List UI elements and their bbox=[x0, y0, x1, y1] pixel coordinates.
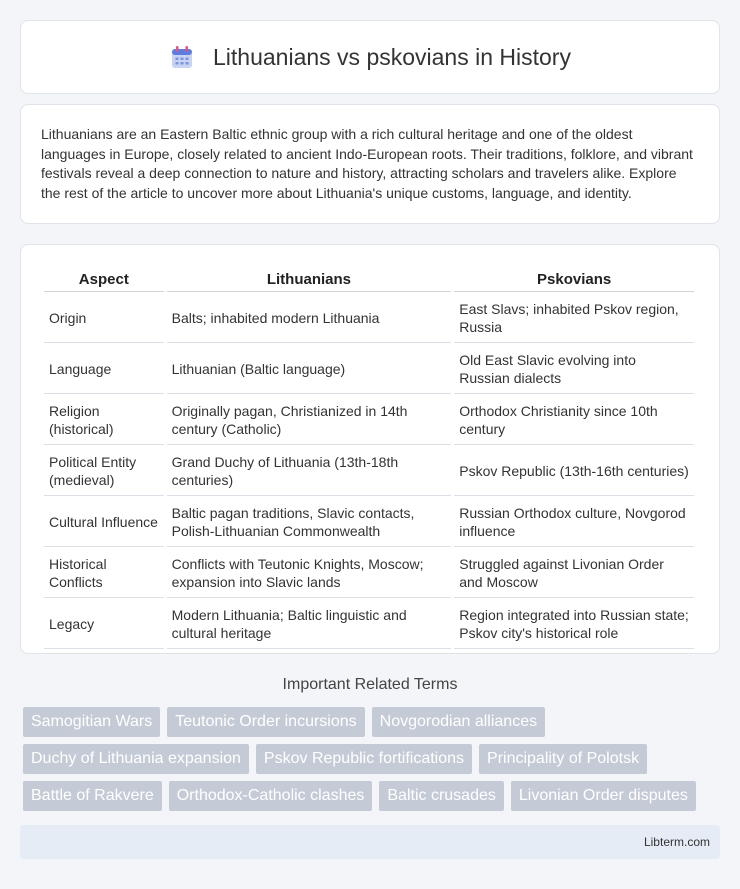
related-term-tag[interactable]: Novgorodian alliances bbox=[372, 707, 545, 737]
header-card bbox=[20, 20, 720, 94]
comparison-card bbox=[20, 244, 720, 654]
related-term-tag[interactable]: Duchy of Lithuania expansion bbox=[23, 744, 249, 774]
tag-row bbox=[23, 707, 723, 737]
related-term-tag[interactable]: Livonian Order disputes bbox=[511, 781, 696, 811]
related-term-tag[interactable]: Battle of Rakvere bbox=[23, 781, 162, 811]
table-header-row bbox=[44, 267, 694, 292]
table-row bbox=[44, 498, 694, 547]
comparison-table bbox=[41, 265, 697, 651]
related-term-tag[interactable]: Orthodox-Catholic clashes bbox=[169, 781, 373, 811]
cell-lithuanians: Originally pagan, Christianized in 14th century (Catholic) bbox=[167, 396, 452, 445]
cell-pskovians: East Slavs; inhabited Pskov region, Russia bbox=[454, 294, 694, 343]
header-pskovians: Pskovians bbox=[454, 267, 694, 292]
cell-lithuanians: Conflicts with Teutonic Knights, Moscow; expansion into Slavic lands bbox=[167, 549, 452, 598]
table-row bbox=[44, 447, 694, 496]
cell-lithuanians: Lithuanian (Baltic language) bbox=[167, 345, 452, 394]
table-row bbox=[44, 396, 694, 445]
footer bbox=[20, 825, 720, 859]
related-terms-list bbox=[23, 707, 723, 818]
tag-row bbox=[23, 744, 723, 774]
header-aspect: Aspect bbox=[44, 267, 164, 292]
cell-aspect: Religion (historical) bbox=[44, 396, 164, 445]
table-row bbox=[44, 549, 694, 598]
cell-lithuanians: Grand Duchy of Lithuania (13th-18th centuries) bbox=[167, 447, 452, 496]
cell-pskovians: Old East Slavic evolving into Russian dialects bbox=[454, 345, 694, 394]
header-lithuanians: Lithuanians bbox=[167, 267, 452, 292]
intro-card bbox=[20, 104, 720, 224]
cell-pskovians: Region integrated into Russian state; Pskov city's historical role bbox=[454, 600, 694, 649]
table-row bbox=[44, 294, 694, 343]
table-row bbox=[44, 600, 694, 649]
cell-pskovians: Struggled against Livonian Order and Moscow bbox=[454, 549, 694, 598]
cell-aspect: Cultural Influence bbox=[44, 498, 164, 547]
cell-pskovians: Russian Orthodox culture, Novgorod influence bbox=[454, 498, 694, 547]
cell-aspect: Origin bbox=[44, 294, 164, 343]
cell-lithuanians: Balts; inhabited modern Lithuania bbox=[167, 294, 452, 343]
cell-pskovians: Orthodox Christianity since 10th century bbox=[454, 396, 694, 445]
related-term-tag[interactable]: Principality of Polotsk bbox=[479, 744, 647, 774]
related-terms-title: Important Related Terms bbox=[282, 676, 458, 693]
related-term-tag[interactable]: Samogitian Wars bbox=[23, 707, 160, 737]
intro-text: Lithuanians are an Eastern Baltic ethnic group with a rich cultural heritage and one of the oldest languages in Europe, closely related to ancient Indo-European roots. Their traditions, folklore, and vibrant festivals reveal a deep connection to nature and history, attracting scholars and travelers alike. Explore the rest of the article to uncover more about Lithuania's unique customs, language, and identity. bbox=[41, 126, 693, 201]
related-term-tag[interactable]: Baltic crusades bbox=[379, 781, 504, 811]
related-term-tag[interactable]: Teutonic Order incursions bbox=[167, 707, 364, 737]
cell-aspect: Political Entity (medieval) bbox=[44, 447, 164, 496]
footer-site-link[interactable]: Libterm.com bbox=[643, 835, 710, 849]
cell-aspect: Legacy bbox=[44, 600, 164, 649]
cell-aspect: Language bbox=[44, 345, 164, 394]
cell-lithuanians: Modern Lithuania; Baltic linguistic and cultural heritage bbox=[167, 600, 452, 649]
table-row bbox=[44, 345, 694, 394]
cell-aspect: Historical Conflicts bbox=[44, 549, 164, 598]
cell-pskovians: Pskov Republic (13th-16th centuries) bbox=[454, 447, 694, 496]
calendar-icon bbox=[169, 44, 195, 70]
page-title: Lithuanians vs pskovians in History bbox=[213, 43, 571, 70]
related-term-tag[interactable]: Pskov Republic fortifications bbox=[256, 744, 472, 774]
tag-row bbox=[23, 781, 723, 811]
cell-lithuanians: Baltic pagan traditions, Slavic contacts, Polish-Lithuanian Commonwealth bbox=[167, 498, 452, 547]
